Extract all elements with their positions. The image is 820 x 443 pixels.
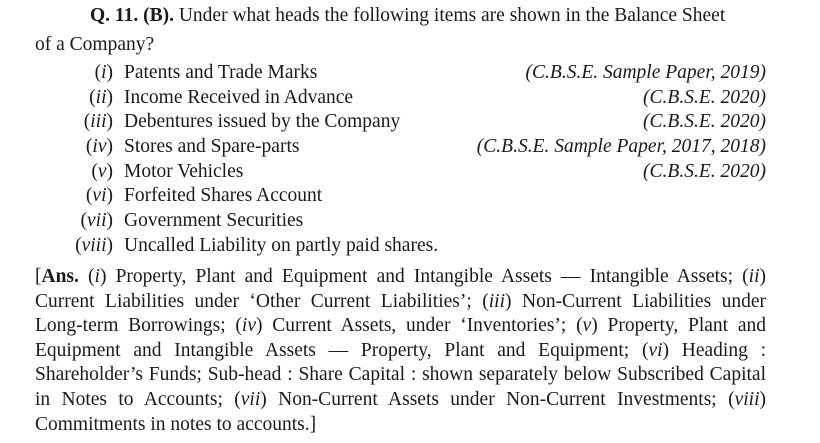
question-number: Q. 11. (B).: [90, 5, 174, 26]
item-number: (vii): [80, 210, 113, 231]
item-row: [0, 61, 820, 85]
item-source: (C.B.S.E. 2020): [643, 161, 766, 182]
item-number: (i): [94, 62, 113, 83]
question-line-1: [90, 4, 725, 28]
item-text: Motor Vehicles: [124, 161, 244, 182]
item-number: (vi): [85, 185, 113, 206]
item-text: Patents and Trade Marks: [124, 62, 318, 83]
item-text: Income Received in Advance: [124, 87, 354, 108]
item-number: (ii): [89, 87, 113, 108]
item-row: [0, 135, 820, 159]
answer-part: (ii) Current Liabilities under ‘Other Current Liabilities’;: [35, 266, 767, 312]
item-row: [0, 209, 820, 233]
answer-part: (vii) Non-Current Assets under Non-Current Investments;: [234, 388, 717, 410]
item-number: (iii): [83, 111, 113, 132]
item-row: [0, 160, 820, 184]
item-text: Uncalled Liability on partly paid shares.: [124, 235, 439, 256]
item-number: (viii): [75, 235, 113, 256]
item-source: (C.B.S.E. Sample Paper, 2019): [525, 62, 766, 83]
answer-part: (vi) Heading : Shareholder’s Funds; Sub-head : Share Capital : shown separately below Subscribed Capital in Notes to Accounts;: [35, 339, 766, 410]
item-row: [0, 234, 820, 258]
answer-paragraph: [35, 265, 766, 437]
item-source: (C.B.S.E. 2020): [643, 87, 766, 108]
item-row: [0, 110, 820, 134]
answer-part: (v) Property, Plant and Equipment and Intangible Assets — Property, Plant and Equipment;: [35, 315, 767, 361]
item-text: Stores and Spare-parts: [124, 136, 300, 157]
item-text: Government Securities: [124, 210, 304, 231]
answer-part: (i) Property, Plant and Equipment and Intangible Assets — Intangible Assets;: [88, 266, 734, 287]
answer-label: Ans.: [41, 266, 79, 287]
question-text: Under what heads the following items are shown in the Balance Sheet: [178, 5, 726, 26]
answer-part: (viii) Commitments in notes to accounts.]: [35, 388, 766, 435]
answer-bracket: [: [35, 266, 42, 287]
answer-part: (iv) Current Assets, under ‘Inventories’;: [235, 315, 567, 337]
item-row: [0, 86, 820, 110]
item-text: Forfeited Shares Account: [124, 185, 323, 206]
item-number: (v): [91, 161, 113, 182]
item-text: Debentures issued by the Company: [124, 111, 401, 132]
item-number: (iv): [85, 136, 113, 157]
answer-part: (iii) Non-Current Liabilities under Long-term Borrowings;: [35, 290, 767, 337]
question-line-2: of a Company?: [35, 34, 155, 55]
item-source: (C.B.S.E. Sample Paper, 2017, 2018): [476, 136, 766, 157]
item-row: [0, 184, 820, 208]
item-source: (C.B.S.E. 2020): [643, 111, 766, 132]
